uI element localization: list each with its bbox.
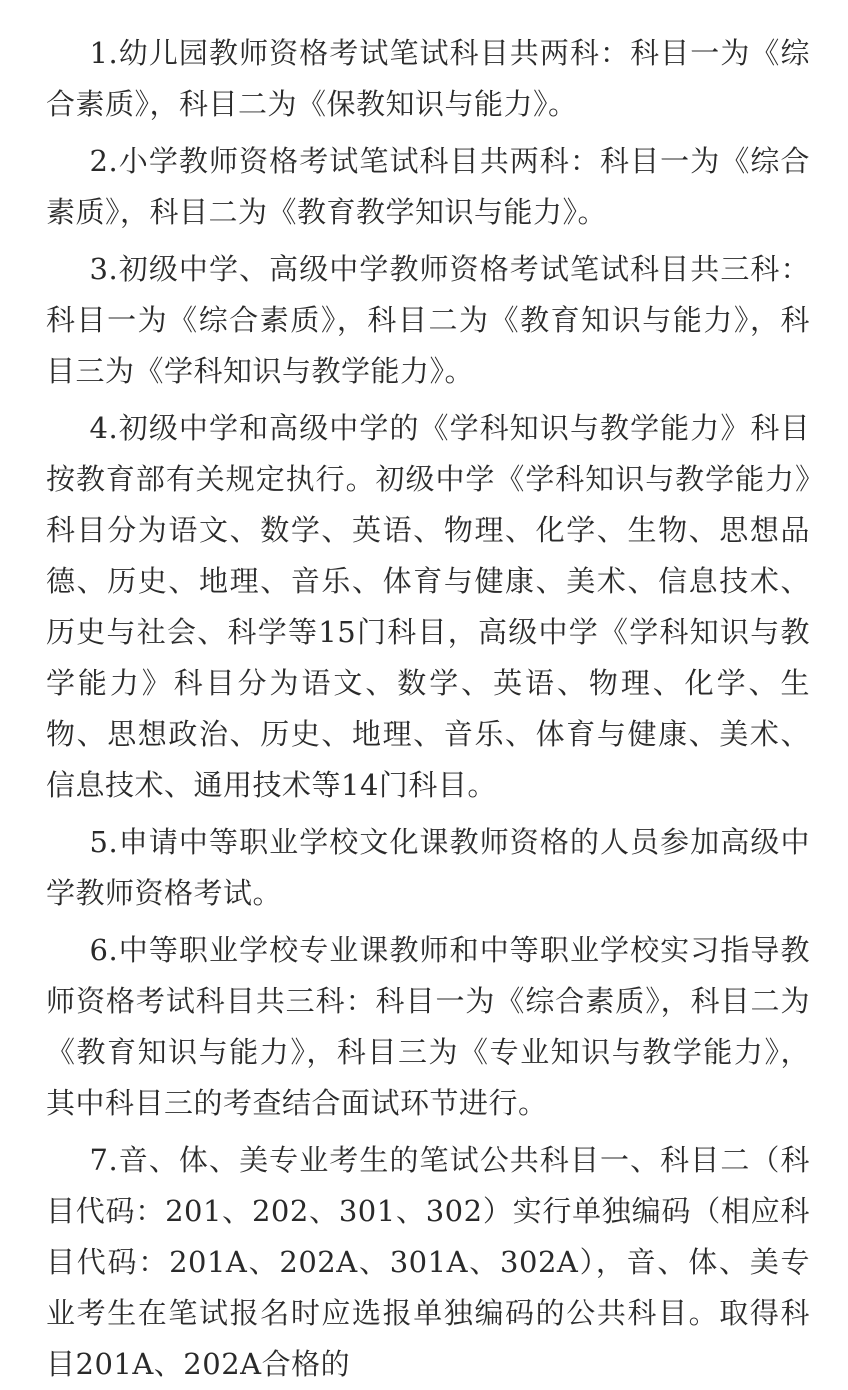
paragraph-4: 4.初级中学和高级中学的《学科知识与教学能力》科目按教育部有关规定执行。初级中学《学科知识与教学能力》科目分为语文、数学、英语、物理、化学、生物、思想品德、历史、地理、音乐、体育与健康、美术、信息技术、历史与社会、科学等15门科目，高级中学《学科知识与教学能力》科目分为语文、数学、英语、物理、化学、生物、思想政治、历史、地理、音乐、体育与健康、美术、信息技术、通用技术等14门科目。: [46, 411, 810, 802]
paragraph-5: 5.申请中等职业学校文化课教师资格的人员参加高级中学教师资格考试。: [46, 825, 810, 910]
paragraph-6: 6.中等职业学校专业课教师和中等职业学校实习指导教师资格考试科目共三科：科目一为《综合素质》，科目二为《教育知识与能力》，科目三为《专业知识与教学能力》，其中科目三的考查结合面试环节进行。: [46, 933, 810, 1120]
paragraph-7: 7.音、体、美专业考生的笔试公共科目一、科目二（科目代码：201、202、301、302）实行单独编码（相应科目代码：201A、202A、301A、302A），音、体、美专业考生在笔试报名时应选报单独编码的公共科目。取得科目201A、202A合格的: [46, 1143, 810, 1381]
paragraph-3: 3.初级中学、高级中学教师资格考试笔试科目共三科：科目一为《综合素质》，科目二为《教育知识与能力》，科目三为《学科知识与教学能力》。: [46, 252, 810, 388]
paragraph-2: 2.小学教师资格考试笔试科目共两科：科目一为《综合素质》，科目二为《教育教学知识与能力》。: [46, 144, 810, 229]
paragraph-1: 1.幼儿园教师资格考试笔试科目共两科：科目一为《综合素质》，科目二为《保教知识与能力》。: [46, 36, 810, 121]
